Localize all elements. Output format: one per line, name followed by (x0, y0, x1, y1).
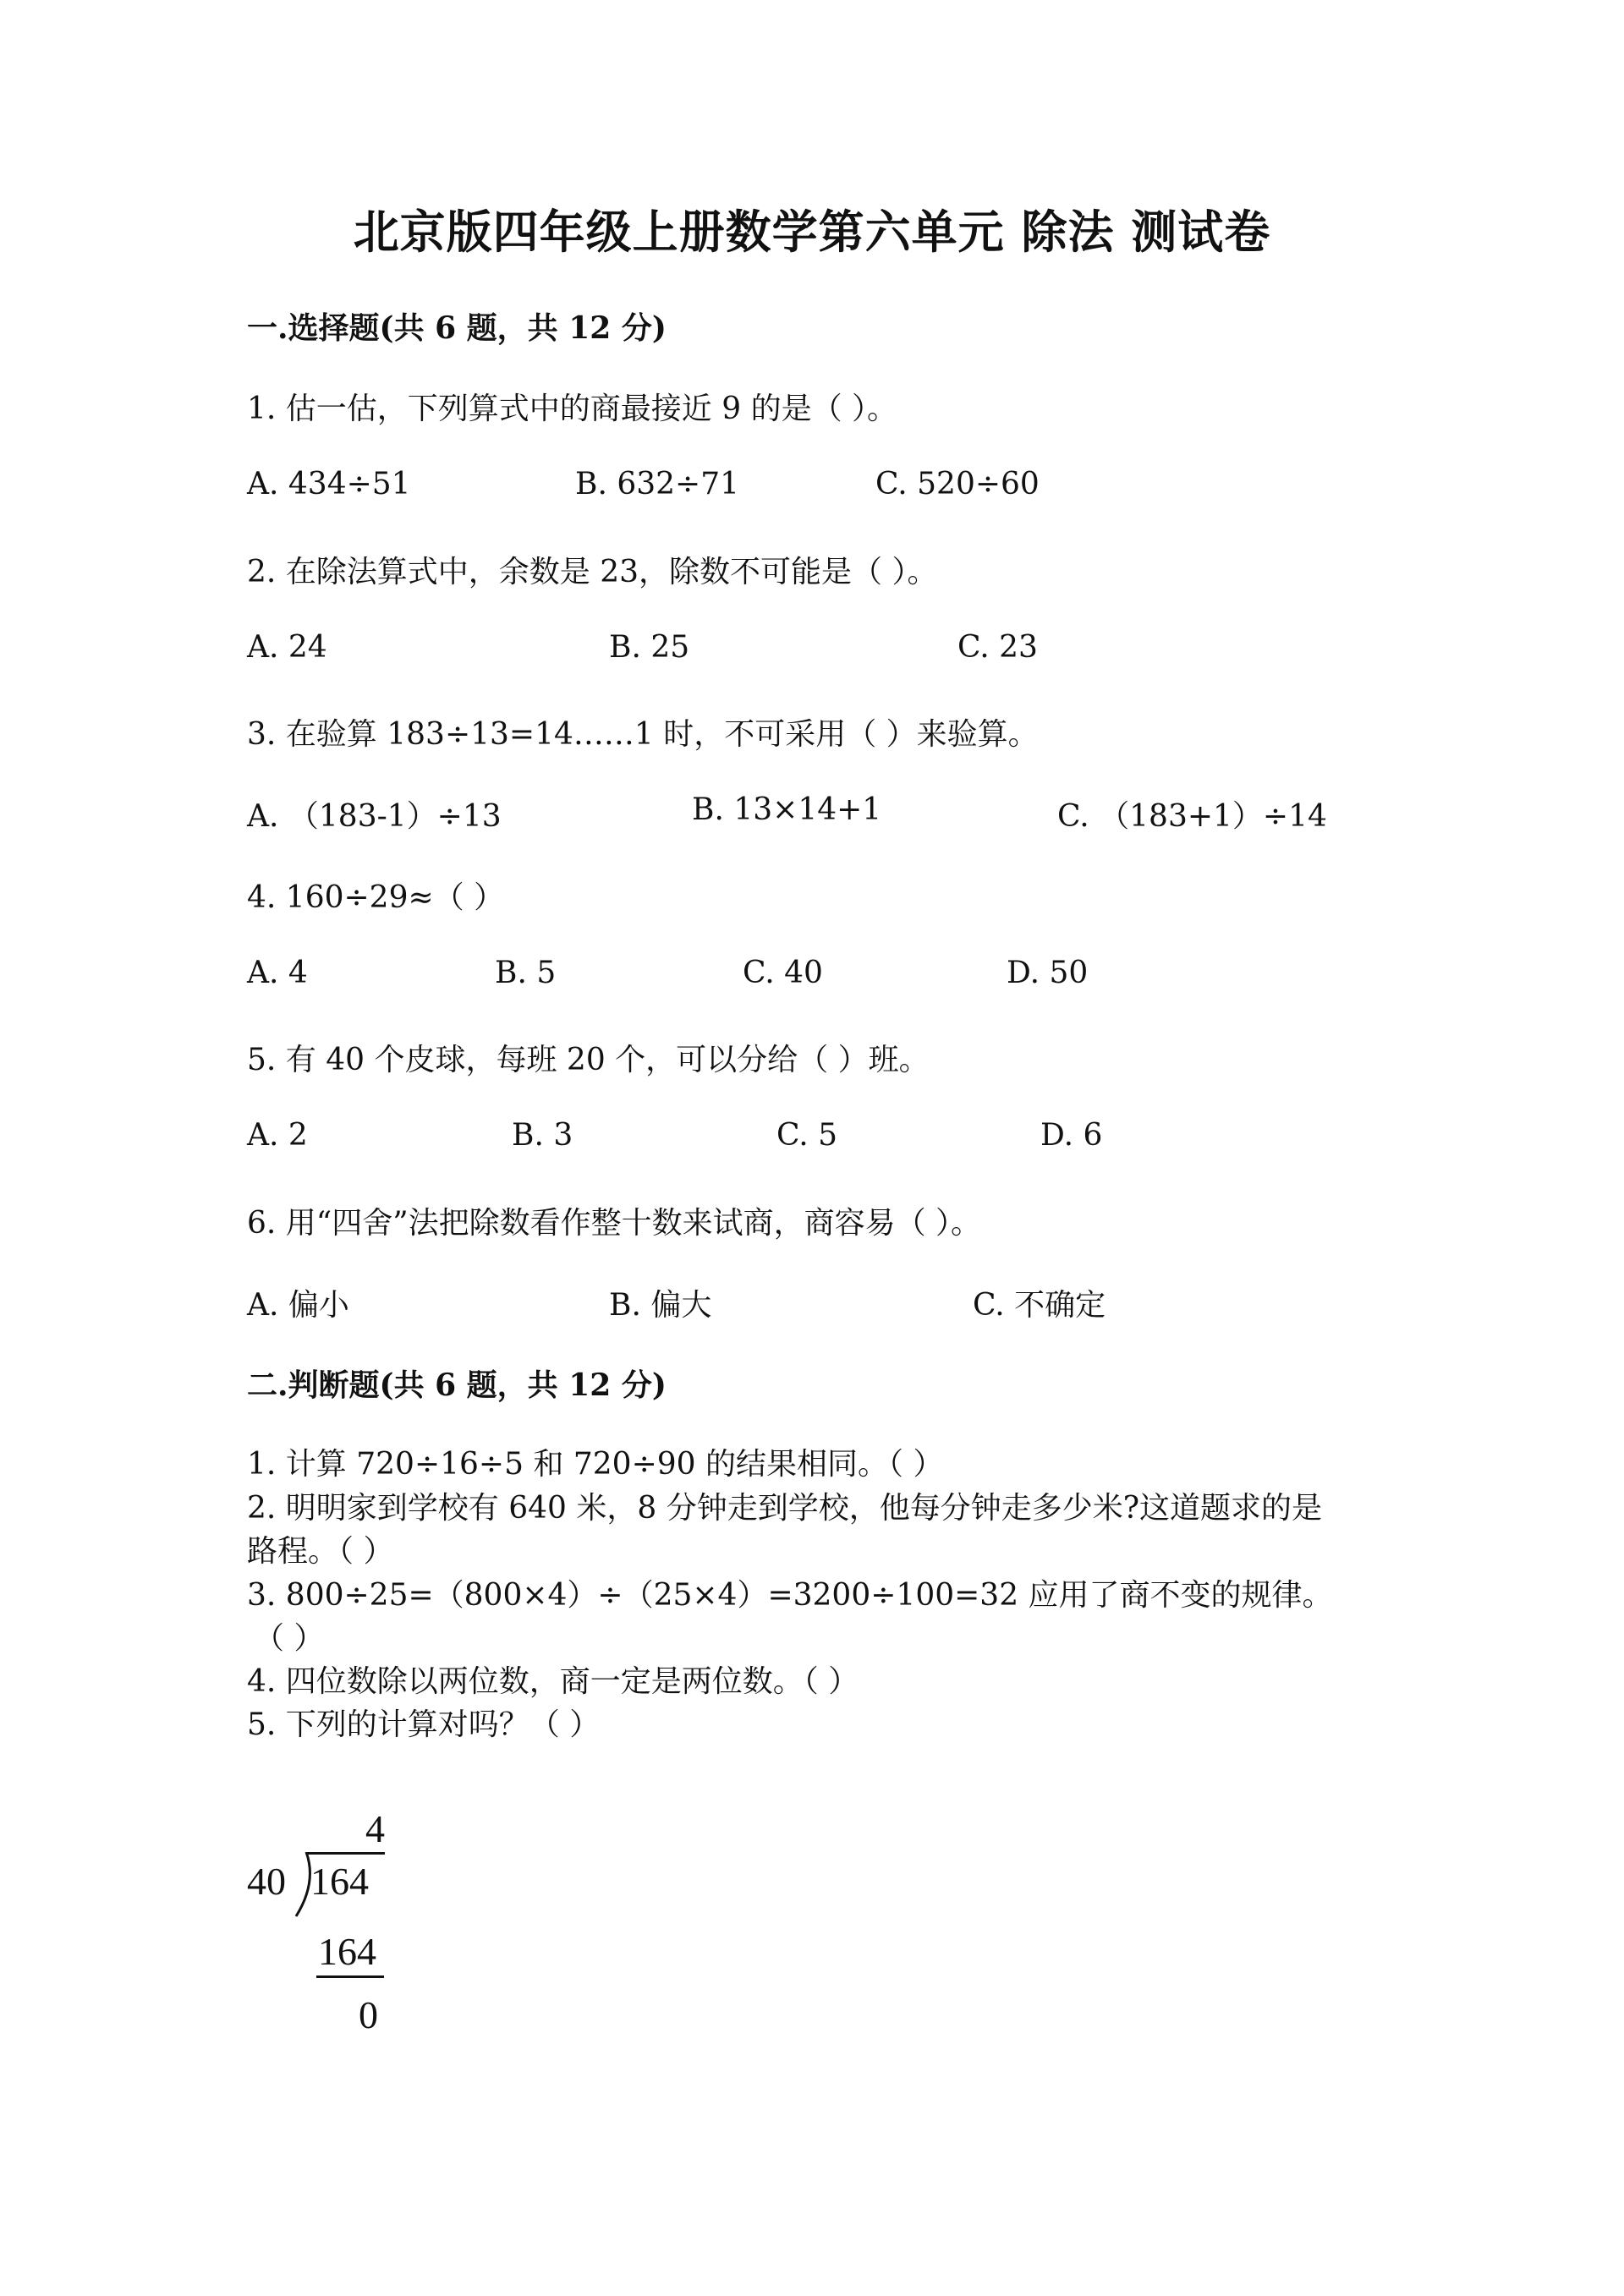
dividend: 164 (310, 1860, 369, 1903)
option-3a: A. （183-1）÷13 (247, 799, 502, 834)
judge-item-3-cont: （ ） (254, 1621, 325, 1656)
question-5: 5. 有 40 个皮球，每班 20 个，可以分给（ ）班。 (247, 1043, 930, 1077)
page-title: 北京版四年级上册数学第六单元 除法 测试卷 (353, 205, 1271, 259)
option-5c: C. 5 (776, 1118, 838, 1153)
option-4c: C. 40 (743, 956, 823, 990)
product: 164 (318, 1930, 376, 1973)
option-5a: A. 2 (247, 1118, 308, 1153)
option-4b: B. 5 (495, 956, 557, 990)
subtraction-line (316, 1975, 384, 1978)
question-2: 2. 在除法算式中，余数是 23，除数不可能是（ ）。 (247, 555, 938, 589)
judge-item-2-cont: 路程。（ ） (247, 1534, 394, 1569)
question-3: 3. 在验算 183÷13=14……1 时，不可采用（ ）来验算。 (247, 717, 1039, 752)
judge-item-1: 1. 计算 720÷16÷5 和 720÷90 的结果相同。（ ） (247, 1447, 944, 1482)
remainder: 0 (359, 1993, 378, 2036)
option-5b: B. 3 (512, 1118, 573, 1153)
question-1: 1. 估一估，下列算式中的商最接近 9 的是（ ）。 (247, 392, 898, 426)
divisor: 40 (247, 1860, 286, 1903)
quotient: 4 (365, 1807, 385, 1850)
option-1b: B. 632÷71 (575, 467, 740, 501)
section-heading-judge: 二.判断题(共 6 题，共 12 分) (247, 1367, 667, 1403)
option-1c: C. 520÷60 (875, 467, 1040, 501)
option-2b: B. 25 (609, 630, 690, 665)
option-6c: C. 不确定 (973, 1288, 1106, 1323)
division-bracket (294, 1852, 312, 1918)
option-4d: D. 50 (1007, 956, 1089, 990)
long-division-figure (247, 1807, 416, 2047)
option-2c: C. 23 (957, 630, 1038, 665)
judge-item-3: 3. 800÷25=（800×4）÷（25×4）=3200÷100=32 应用了商不变的规律。 (247, 1578, 1333, 1613)
option-4a: A. 4 (247, 956, 308, 990)
judge-item-5: 5. 下列的计算对吗？（ ） (247, 1707, 601, 1742)
option-6a: A. 偏小 (247, 1288, 349, 1323)
judge-item-4: 4. 四位数除以两位数，商一定是两位数。（ ） (247, 1664, 859, 1699)
division-bar (306, 1852, 385, 1855)
question-6: 6. 用“四舍”法把除数看作整十数来试商，商容易（ ）。 (247, 1206, 982, 1241)
option-1a: A. 434÷51 (247, 467, 411, 501)
option-3c: C. （183+1）÷14 (1057, 799, 1327, 834)
option-5d: D. 6 (1040, 1118, 1103, 1153)
section-heading-choice: 一.选择题(共 6 题，共 12 分) (247, 310, 667, 346)
question-4: 4. 160÷29≈（ ） (247, 880, 505, 915)
option-6b: B. 偏大 (609, 1288, 712, 1323)
option-3b: B. 13×14+1 (692, 792, 882, 827)
judge-item-2: 2. 明明家到学校有 640 米，8 分钟走到学校，他每分钟走多少米?这道题求的是 (247, 1491, 1323, 1526)
option-2a: A. 24 (247, 630, 327, 665)
